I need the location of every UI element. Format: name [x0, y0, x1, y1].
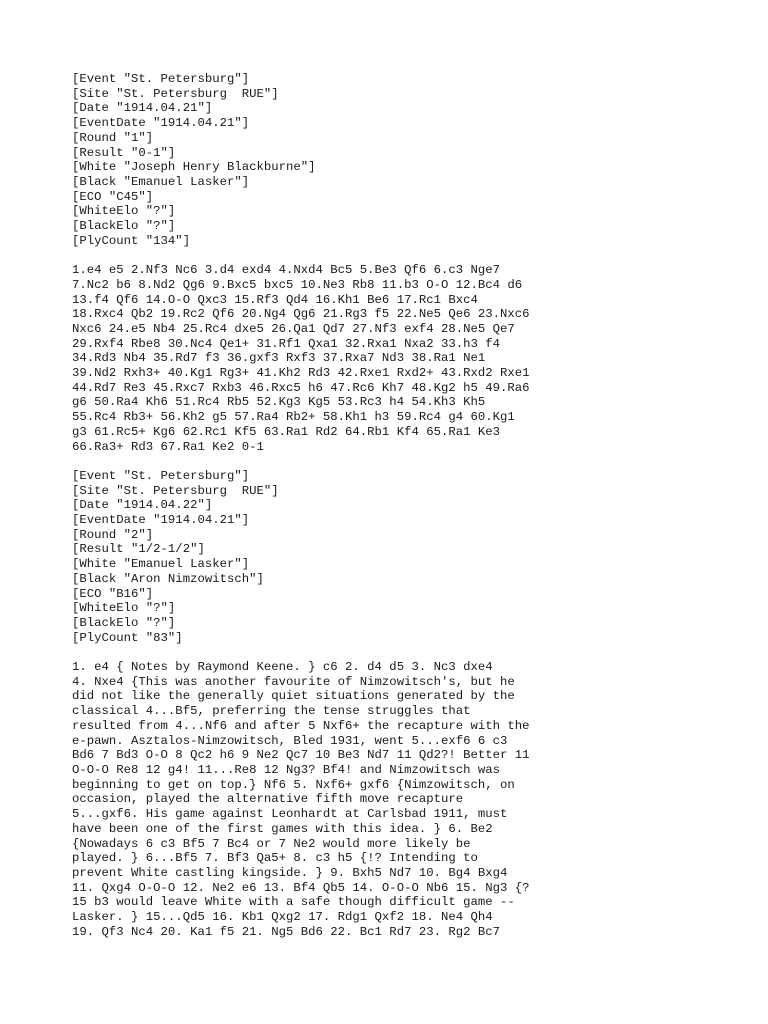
- text-line: e-pawn. Asztalos-Nimzowitsch, Bled 1931, went 5...exf6 6 c3: [72, 733, 508, 748]
- text-line: [Result "0-1"]: [72, 145, 176, 160]
- text-line: did not like the generally quiet situations generated by the: [72, 689, 515, 704]
- text-line: 18.Rxc4 Qb2 19.Rc2 Qf6 20.Ng4 Qg6 21.Rg3 f5 22.Ne5 Qe6 23.Nxc6: [72, 307, 530, 322]
- text-line: Nxc6 24.e5 Nb4 25.Rc4 dxe5 26.Qa1 Qd7 27.Nf3 exf4 28.Ne5 Qe7: [72, 321, 515, 336]
- text-line: [ECO "C45"]: [72, 189, 154, 204]
- text-line: prevent White castling kingside. } 9. Bxh5 Nd7 10. Bg4 Bxg4: [72, 865, 508, 880]
- text-line: 29.Rxf4 Rbe8 30.Nc4 Qe1+ 31.Rf1 Qxa1 32.Rxa1 Nxa2 33.h3 f4: [72, 336, 501, 351]
- text-line: [BlackElo "?"]: [72, 615, 176, 630]
- text-line: [BlackElo "?"]: [72, 219, 176, 234]
- text-line: played. } 6...Bf5 7. Bf3 Qa5+ 8. c3 h5 {!? Intending to: [72, 851, 478, 866]
- text-line: 13.f4 Qf6 14.O-O Qxc3 15.Rf3 Qd4 16.Kh1 Be6 17.Rc1 Bxc4: [72, 292, 478, 307]
- text-line: [White "Emanuel Lasker"]: [72, 557, 250, 572]
- text-line: [WhiteElo "?"]: [72, 204, 176, 219]
- text-line: [Date "1914.04.21"]: [72, 101, 213, 116]
- text-line: 1.e4 e5 2.Nf3 Nc6 3.d4 exd4 4.Nxd4 Bc5 5.Be3 Qf6 6.c3 Nge7: [72, 263, 501, 278]
- text-line: [Site "St. Petersburg RUE"]: [72, 483, 279, 498]
- game-1-headers: [72, 72, 752, 248]
- text-line: 4. Nxe4 {This was another favourite of Nimzowitsch's, but he: [72, 674, 515, 689]
- text-line: 34.Rd3 Nb4 35.Rd7 f3 36.gxf3 Rxf3 37.Rxa7 Nd3 38.Ra1 Ne1: [72, 351, 486, 366]
- text-line: 55.Rc4 Rb3+ 56.Kh2 g5 57.Ra4 Rb2+ 58.Kh1 h3 59.Rc4 g4 60.Kg1: [72, 410, 515, 425]
- text-line: g6 50.Ra4 Kh6 51.Rc4 Rb5 52.Kg3 Kg5 53.Rc3 h4 54.Kh3 Kh5: [72, 395, 486, 410]
- game-2-moves: [72, 660, 752, 939]
- spacer: [72, 454, 752, 469]
- text-line: [White "Joseph Henry Blackburne"]: [72, 160, 316, 175]
- text-line: [Black "Aron Nimzowitsch"]: [72, 571, 264, 586]
- text-line: 5...gxf6. His game against Leonhardt at Carlsbad 1911, must: [72, 807, 508, 822]
- spacer: [72, 645, 752, 660]
- text-line: [Event "St. Petersburg"]: [72, 468, 250, 483]
- text-line: [Site "St. Petersburg RUE"]: [72, 86, 279, 101]
- text-line: resulted from 4...Nf6 and after 5 Nxf6+ the recapture with the: [72, 718, 530, 733]
- text-line: [Round "1"]: [72, 130, 154, 145]
- text-line: [Black "Emanuel Lasker"]: [72, 174, 250, 189]
- text-line: classical 4...Bf5, preferring the tense struggles that: [72, 704, 471, 719]
- text-line: O-O-O Re8 12 g4! 11...Re8 12 Ng3? Bf4! and Nimzowitsch was: [72, 763, 501, 777]
- text-line: Bd6 7 Bd3 O-O 8 Qc2 h6 9 Ne2 Qc7 10 Be3 Nd7 11 Qd2?! Better 11: [72, 748, 530, 763]
- text-line: 7.Nc2 b6 8.Nd2 Qg6 9.Bxc5 bxc5 10.Ne3 Rb8 11.b3 O-O 12.Bc4 d6: [72, 277, 523, 292]
- text-line: {Nowadays 6 c3 Bf5 7 Bc4 or 7 Ne2 would more likely be: [72, 836, 471, 851]
- text-line: 11. Qxg4 O-O-O 12. Ne2 e6 13. Bf4 Qb5 14. O-O-O Nb6 15. Ng3 {?: [72, 880, 530, 895]
- text-line: Lasker. } 15...Qd5 16. Kb1 Qxg2 17. Rdg1 Qxf2 18. Ne4 Qh4: [72, 910, 493, 925]
- text-line: [WhiteElo "?"]: [72, 601, 176, 616]
- text-line: [Event "St. Petersburg"]: [72, 72, 250, 86]
- text-line: [ECO "B16"]: [72, 586, 154, 601]
- text-line: [Date "1914.04.22"]: [72, 498, 213, 513]
- text-line: 1. e4 { Notes by Raymond Keene. } c6 2. d4 d5 3. Nc3 dxe4: [72, 660, 493, 675]
- text-line: 39.Nd2 Rxh3+ 40.Kg1 Rg3+ 41.Kh2 Rd3 42.Rxe1 Rxd2+ 43.Rxd2 Rxe1: [72, 366, 530, 381]
- text-line: have been one of the first games with this idea. } 6. Be2: [72, 821, 493, 836]
- text-line: [EventDate "1914.04.21"]: [72, 513, 250, 528]
- text-line: 19. Qf3 Nc4 20. Ka1 f5 21. Ng5 Bd6 22. Bc1 Rd7 23. Rg2 Bc7: [72, 924, 501, 939]
- text-line: [Result "1/2-1/2"]: [72, 542, 205, 557]
- text-line: 44.Rd7 Re3 45.Rxc7 Rxb3 46.Rxc5 h6 47.Rc6 Kh7 48.Kg2 h5 49.Ra6: [72, 380, 530, 395]
- text-line: g3 61.Rc5+ Kg6 62.Rc1 Kf5 63.Ra1 Rd2 64.Rb1 Kf4 65.Ra1 Ke3: [72, 424, 501, 439]
- text-line: 66.Ra3+ Rd3 67.Ra1 Ke2 0-1: [72, 439, 264, 454]
- text-line: [EventDate "1914.04.21"]: [72, 116, 250, 131]
- text-line: beginning to get on top.} Nf6 5. Nxf6+ gxf6 {Nimzowitsch, on: [72, 777, 515, 792]
- text-line: occasion, played the alternative fifth move recapture: [72, 792, 464, 807]
- text-line: [PlyCount "83"]: [72, 630, 183, 645]
- text-line: [PlyCount "134"]: [72, 233, 191, 248]
- text-line: [Round "2"]: [72, 527, 154, 542]
- game-1-moves: [72, 263, 752, 454]
- text-line: 15 b3 would leave White with a safe though difficult game --: [72, 895, 515, 910]
- game-2-headers: [72, 469, 752, 645]
- pgn-document: [72, 72, 752, 939]
- spacer: [72, 248, 752, 263]
